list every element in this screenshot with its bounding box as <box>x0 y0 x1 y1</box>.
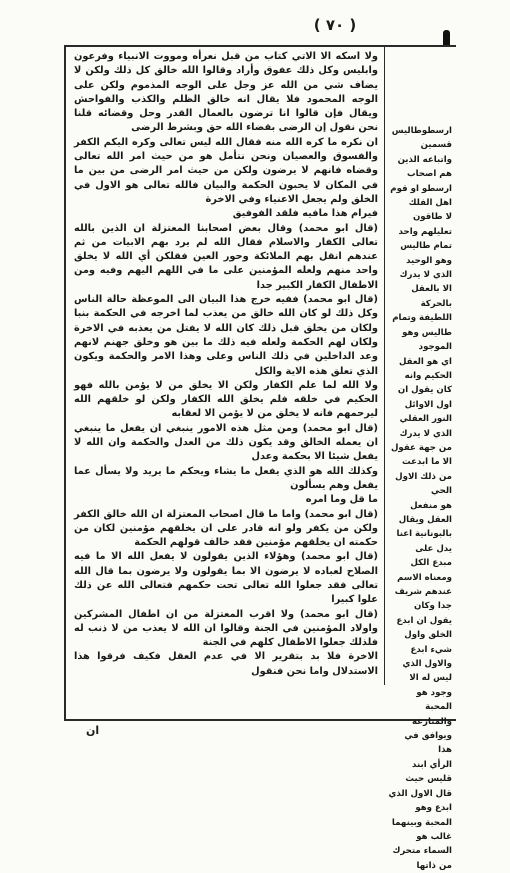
margin-line: المحبة وبينهما غالب هو <box>391 817 452 842</box>
column-divider <box>384 45 385 685</box>
main-paragraph: ما قل وما امره <box>305 494 378 506</box>
margin-line: بالبونانية اعنا يدل على <box>396 529 452 554</box>
corner-ink-mark <box>443 30 450 46</box>
margin-line: يقول ان ابدع الخلق واول <box>396 615 452 641</box>
margin-line: قال الاول الذي ابدع وهو <box>388 788 452 814</box>
margin-line: ارسطو او قوم اهل الفلك <box>390 183 452 209</box>
main-paragraph: (قال ابو محمد) وهؤلاء الذين يقولون لا يفعل الله الا ما فيه الصلاح لعباده لا يرضون الا بما يقولون ولا يرضون بما قال الله تعالى فقد جعلوا الله تعالى تحت حكمهم فتعالى الله عن ذلك علوا كبيرا <box>74 551 378 606</box>
main-paragraph: (قال ابو محمد) ففيه خرج هذا البيان الى الموعظة حالة الناس وكل ذلك لو كان الله خالق من يعذب لما اخرجه في الحكمة بنبا ولكان من يخلق قبل ذلك كان الله لا يفتل من يعذبه في الاخرة ولكان لهم الحكمة ولعله فيه ذلك ما بين هو وخلق جهنم لانهم وعد الداخلين في ذلك الناس وعلى وهذا الامر والحكمة ويكون الذي تعلق هذه الاية والكل <box>74 294 378 377</box>
margin-line: طاليس وهو الموجود <box>402 327 452 353</box>
main-paragraph: ولا الله لما علم الكفار ولكن الا يخلق من لا يؤمن بالله فهو الحكيم في خلقه فلم يخلق الله الكفار ولكن لو خلقهم الله ليرحمهم فانه لا يخلق من لا يؤمن الا لعقابه <box>74 379 378 420</box>
catchword: ان <box>86 724 100 737</box>
main-paragraph: فيرام هذا مافيه فلقد الفوفيق <box>232 208 378 220</box>
margin-line: تمام طاليس وهو الوحيد <box>400 241 452 266</box>
margin-line: مبدع الكل ومعناه الاسم <box>397 558 452 583</box>
main-paragraph: (قال ابو محمد) ولا اقرب المعتزلة من ان اطفال المشركين واولاد المؤمنين في الجنة وقالوا ان الله لا يعذب من لا ذنب له فلذلك جعلوا الاطفال كلهم في الجنة <box>74 608 378 649</box>
margin-line: ارسطوطاليس قسمين <box>391 126 452 151</box>
main-paragraph: ولا اسكه الا الاتي كتاب من قبل نعرأه ومووت الانبياء وفرعون وابليس وكل ذلك عفوق وأراد وقالوا الله خالق كل ذلك ولكن لا يضاف شي من الله عز وجل على الوجه المذموم ولكن على الوجه المحمود فلا يقال انه خالق الظلم والكذب والفواحش ويقال فإن قالوا انا ترضون بالعمال القدر وحل وقضائه قلنا نحن نقول إن الرضى بقضاء الله حق وبشرط الرضى <box>74 51 378 134</box>
marginal-commentary <box>388 124 452 871</box>
main-paragraph: (قال ابو محمد) وقال بعض اصحابنا المعتزلة ان الذين بالله تعالى الكفار والاسلام فقال الله لم يرد بهم الابيات من ثم عندهم انقل بهم الملائكة وحور العين فقلكن أي الله لا يخلق واحد منهم ولعله المؤمنين على ما في اللهم اليهم وفيه ومن الاطفال الكفار الكبير جدا <box>74 222 378 291</box>
margin-line: الذي لا يدرك الا بالعقل <box>399 270 452 295</box>
margin-line: شيء ابدع والاول الذي <box>402 644 452 670</box>
main-text-block <box>74 50 378 680</box>
margin-line: بالحركة اللطيفة وتمام <box>392 298 452 324</box>
margin-line: السماء متحرك من ذاتها <box>392 846 452 871</box>
margin-line: عندهم شريف جدا وكان <box>394 587 452 612</box>
margin-line: ليس له الا وجود هو المحبة <box>409 673 452 713</box>
margin-line: من جهة عقول الا ما ابدعت <box>390 442 452 468</box>
margin-line: الرأي ابند قليس حيث <box>405 759 452 785</box>
margin-line: اي هو العقل الحكيم وانه <box>398 356 452 381</box>
main-paragraph: (قال ابو محمد) ومن مثل هذه الامور ينبغي ان يفعل ما ينبغي ان يعمله الخالق وقد يكون ذلك من العدل والحكمة وان الله لا يفعل شيئا الا بحكمة وعدل <box>74 422 378 463</box>
margin-line: كان يقول ان اول الاوائل <box>397 385 452 410</box>
main-paragraph: ان نكره ما كره الله منه فقال الله ليس تعالى وكره اليكم الكفر والفسوق والعصيان ونحن نتأمل هو من حيث امر الله تعالى وقضاه فانهم لا يرضون ولكن من حيث امر الرضى من بين ما في المكان لا يحبون الحكمة والبيان فالله تعالى هو الاول في الخلق ولم يجعل الاعنياء وفي الاخرة <box>74 136 378 205</box>
left-rule <box>64 45 66 721</box>
margin-line: هو منفعل العقل ويقال <box>398 500 452 525</box>
margin-line: والمنازعة ويوافق في هذا <box>404 716 452 756</box>
page-number: ( ٧٠ ) <box>313 16 357 34</box>
margin-line: النور العقلي الذي لا يدرك <box>399 414 452 439</box>
margin-line: لا طاقون تعليلهم واحد <box>398 212 452 237</box>
main-paragraph: (قال ابو محمد) واما ما قال اصحاب المعتزلة ان الله خالق الكفر ولكن من يكفر ولو انه قادر على ان يخلقهم مؤمنين لكان من حكمته ان يخلقهم مؤمنين فقد خالف قولهم الحكمة <box>74 508 378 549</box>
top-rule <box>64 45 456 47</box>
margin-line: واتباعه الذين هم اصحاب <box>397 154 452 180</box>
main-paragraph: الاخرة فلا بد بتقرير الا في عدم العقل فكيف فرقوا هذا الاستدلال واما نحن فنقول <box>74 651 378 677</box>
margin-line: من ذلك الاول الحي <box>395 471 452 497</box>
main-paragraph: وكذلك الله هو الذي يفعل ما يشاء ويحكم ما يريد ولا يسأل عما يفعل وهم يسألون <box>74 465 378 491</box>
